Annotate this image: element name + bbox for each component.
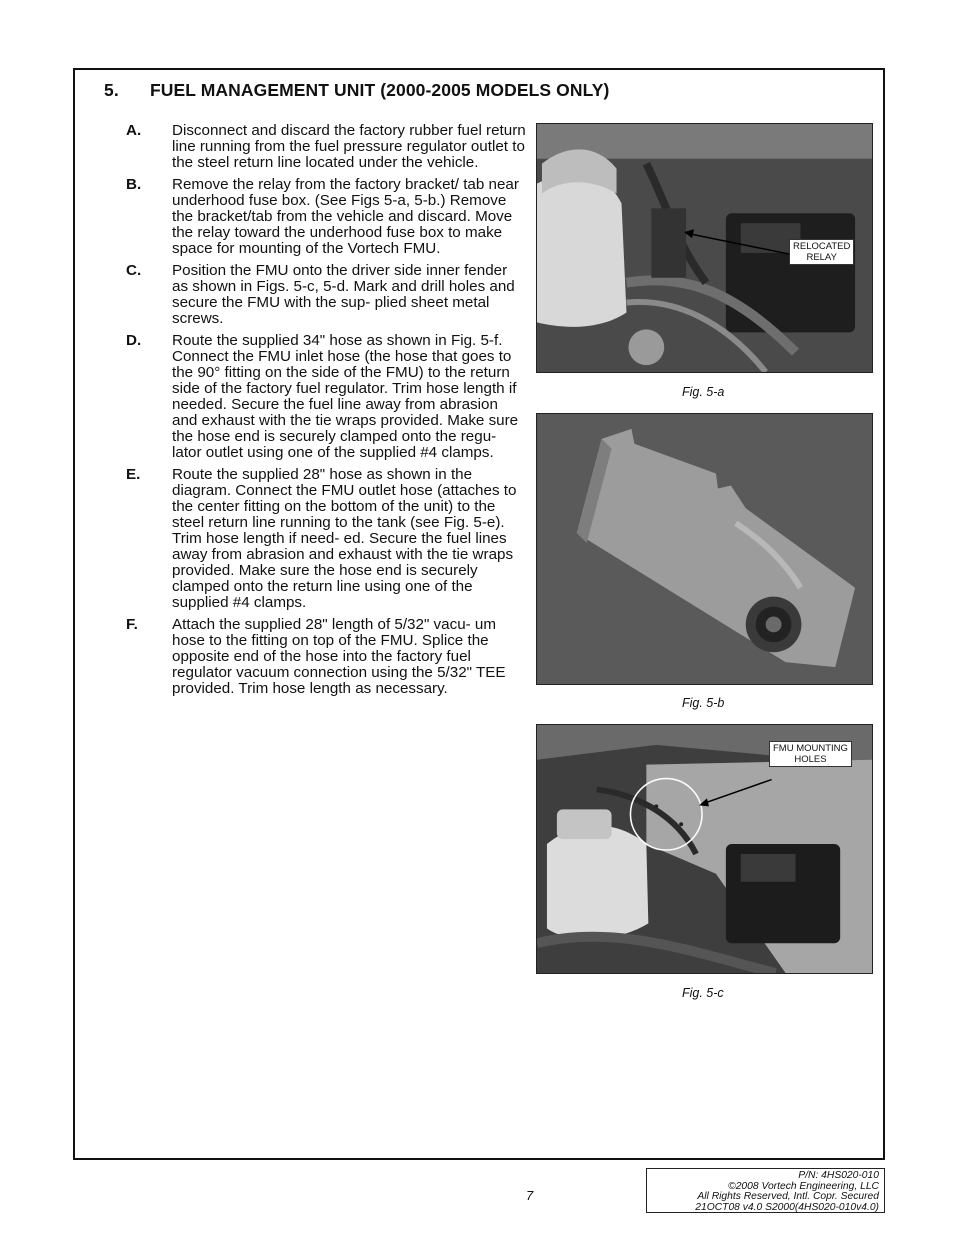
step-text: Route the supplied 28" hose as shown in the diagram. Connect the FMU outlet hose (attaches to the center fitting on the bottom of the unit) to the steel return line running to the tank (see Fig. 5-e). Trim hose length if need- ed. Secure the fuel lines away from abrasion and exhaust with the tie wraps provided. Make sure the hose end is securely clamped onto the return line using one of the supplied #4 clamps. [172,466,517,611]
step-b [126,177,526,257]
step-text: Attach the supplied 28" length of 5/32" vacu- um hose to the fitting on top of the FMU. Splice the opposite end of the hose into the factory fuel regulator vacuum connection using the 5/32" TEE provided. Trim hose length as necessary. [172,616,506,697]
figure-5b-caption: Fig. 5-b [682,696,725,710]
revision: 21OCT08 v4.0 S2000(4HS020-010v4.0) [695,1201,879,1213]
step-letter: A. [126,122,142,139]
step-text: Position the FMU onto the driver side inner fender as shown in Figs. 5-c, 5-d. Mark and drill holes and secure the FMU with the sup- plied sheet metal screws. [172,262,515,327]
part-number: P/N: 4HS020-010 [798,1170,879,1181]
page-number: 7 [526,1188,534,1203]
step-letter: E. [126,466,141,483]
copyright: ©2008 Vortech Engineering, LLC [728,1180,879,1192]
section-heading [104,80,609,101]
relocated-relay-callout [789,239,854,265]
step-letter: F. [126,616,138,633]
step-f [126,617,526,697]
callout-line: RELAY [806,252,837,263]
step-e [126,467,526,611]
instruction-list [126,123,526,703]
section-number: 5. [104,80,119,100]
callout-line: RELOCATED [793,241,851,252]
step-c [126,263,526,327]
figure-5c-caption: Fig. 5-c [682,986,724,1000]
step-a [126,123,526,171]
footer-info-box [646,1168,885,1213]
callout-line: HOLES [794,754,827,765]
step-letter: D. [126,332,142,349]
step-d [126,333,526,461]
step-letter: C. [126,262,142,279]
fmu-mounting-holes-callout [769,741,852,767]
step-letter: B. [126,176,142,193]
callout-line: FMU MOUNTING [773,743,848,754]
step-text: Remove the relay from the factory bracket/ tab near underhood fuse box. (See Figs 5-a, 5-b.) Remove the bracket/tab from the vehicle and discard. Move the relay toward the underhood fuse box to make space for mounting of the Vortech FMU. [172,176,519,257]
section-title: FUEL MANAGEMENT UNIT (2000-2005 MODELS ONLY) [150,80,610,100]
rights-notice: All Rights Reserved, Intl. Copr. Secured [697,1191,879,1202]
figure-5a-caption: Fig. 5-a [682,385,725,399]
figure-5b-photo [536,413,873,685]
step-text: Disconnect and discard the factory rubber fuel return line running from the fuel pressure regulator outlet to the steel return line located under the vehicle. [172,122,526,171]
step-text: Route the supplied 34" hose as shown in Fig. 5-f. Connect the FMU inlet hose (the hose that goes to the 90° fitting on the side of the FMU) to the return side of the factory fuel regulator. Trim hose length if needed. Secure the fuel line away from abrasion and exhaust with the tie wraps provided. Make sure the hose end is securely clamped onto the regu- lator outlet using one of the supplied #4 clamps. [172,332,519,461]
